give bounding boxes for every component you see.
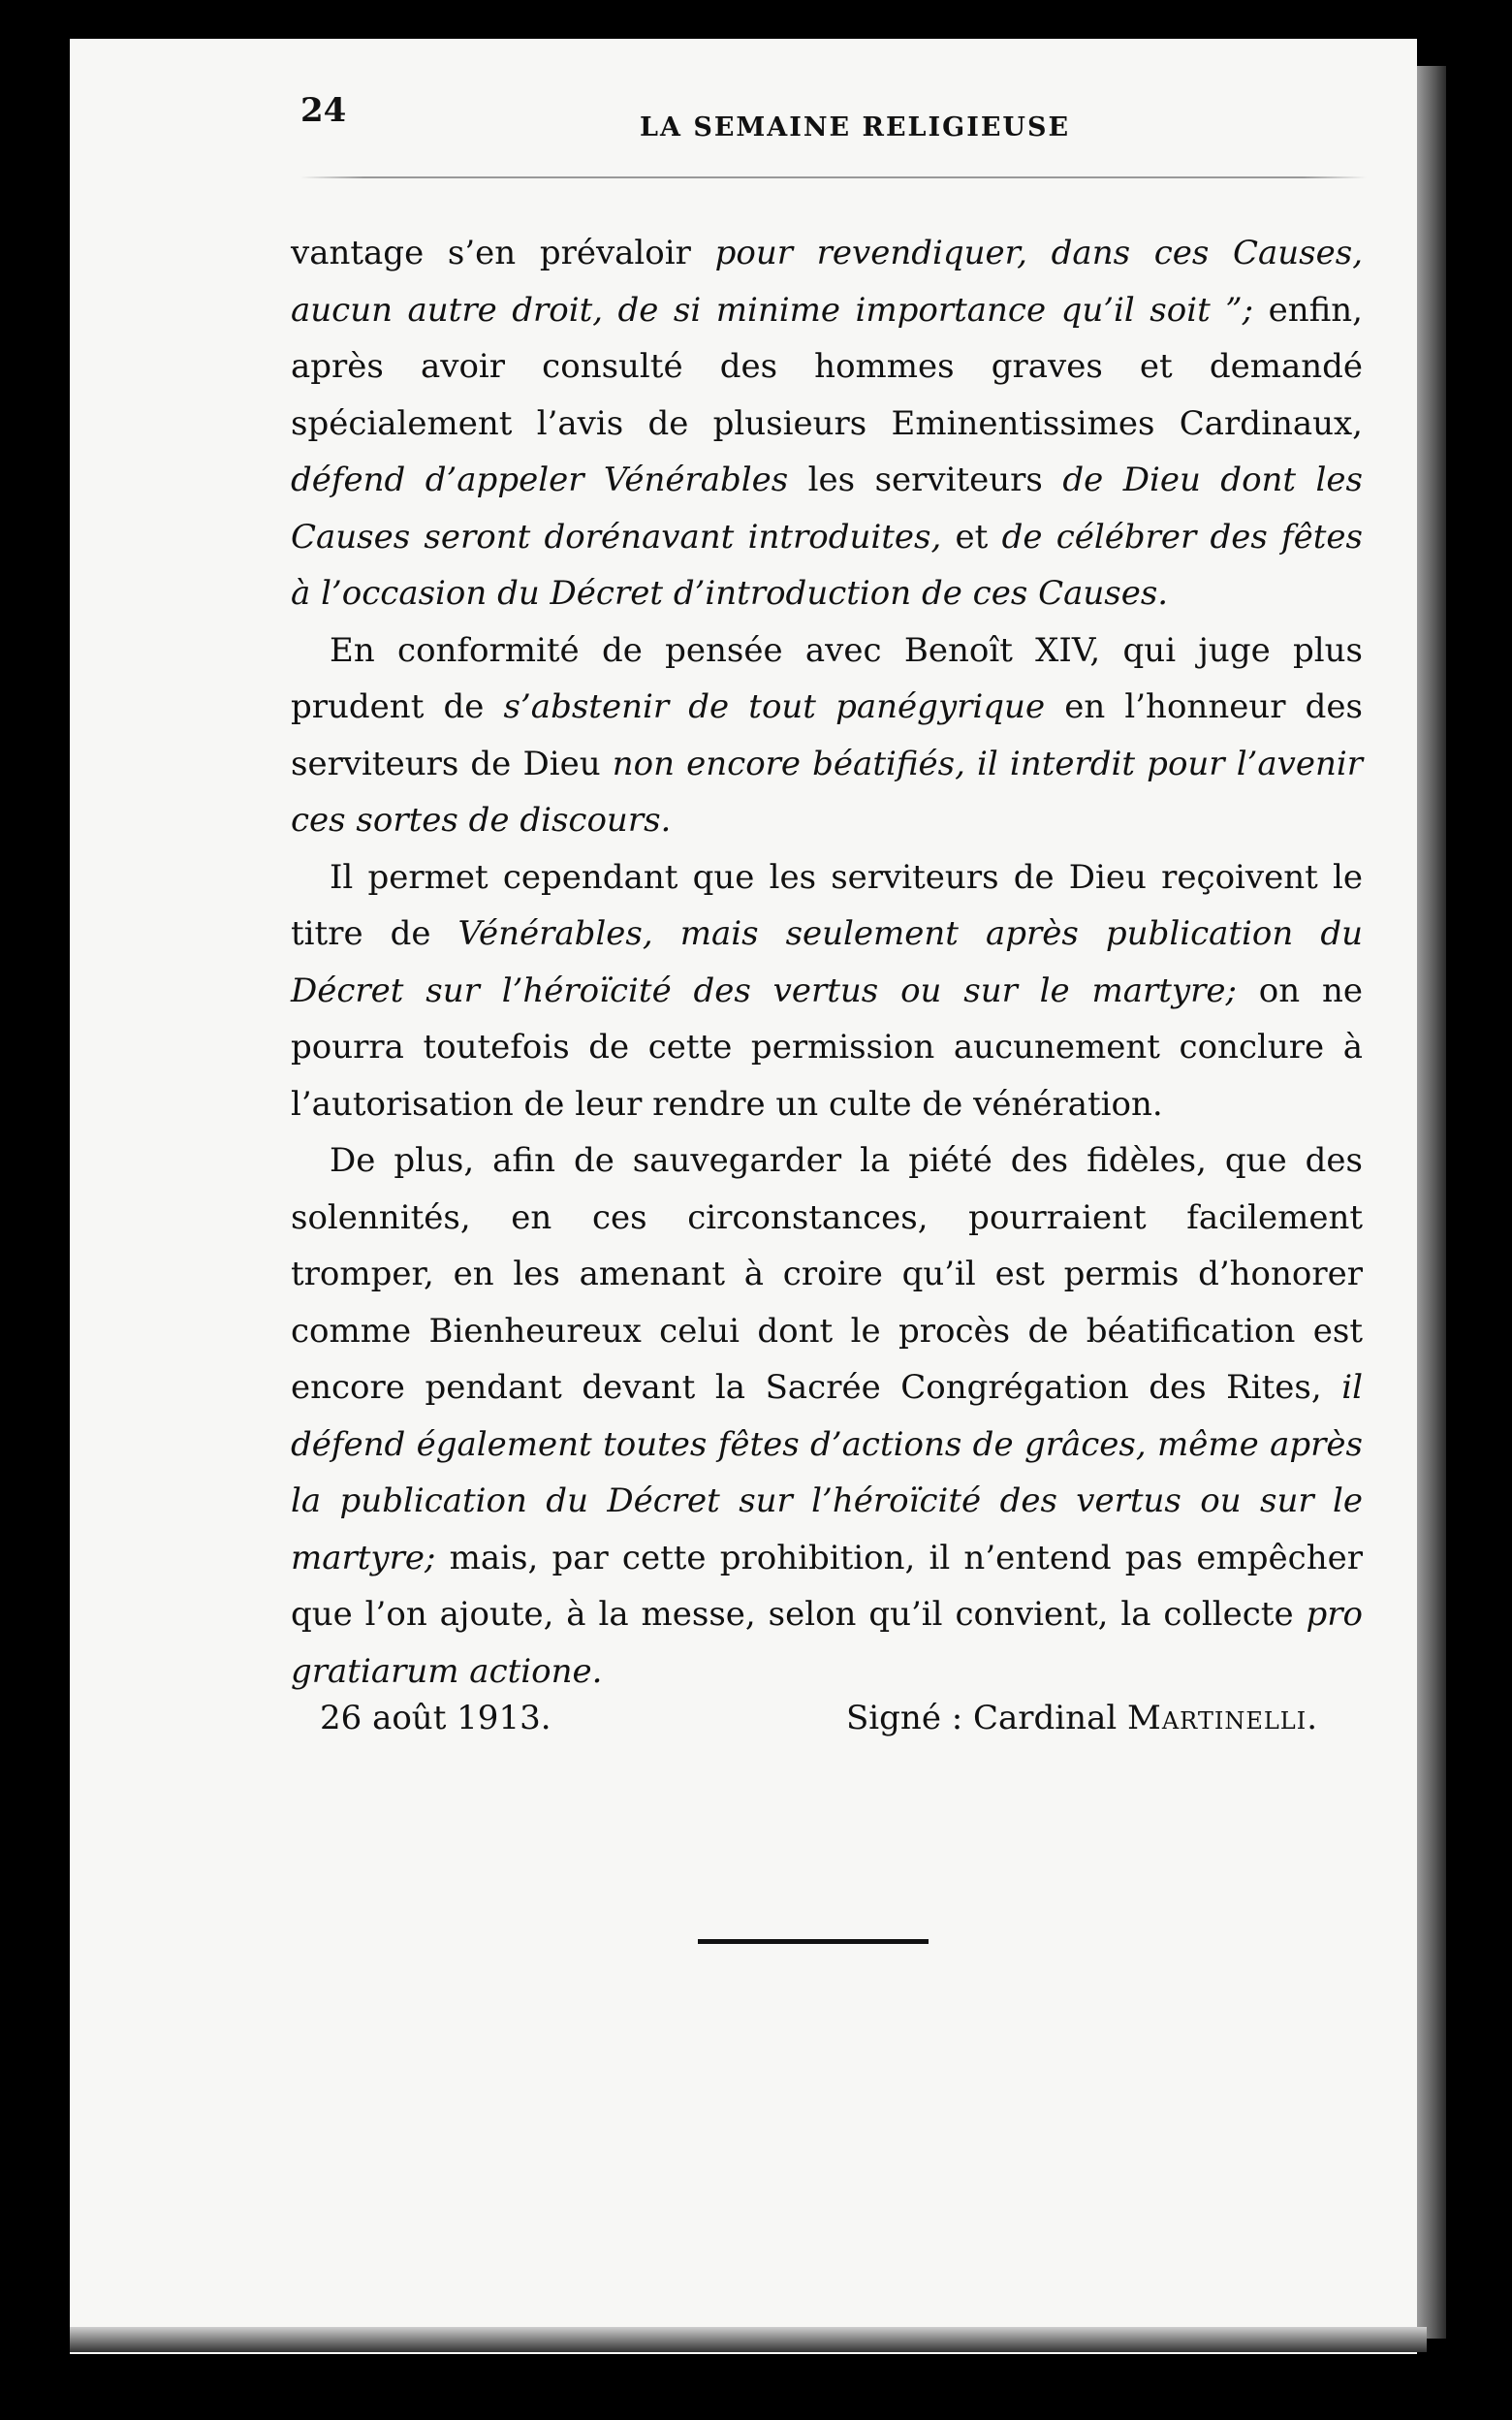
italic-segment: non encore béatifiés, il interdit pour l’avenir ces sortes de discours. [291, 744, 1364, 840]
italic-segment: pro gratiarum actione. [291, 1595, 1363, 1691]
paragraph [291, 849, 1363, 1133]
signature-signed [846, 1699, 1318, 1737]
page-edge [1417, 66, 1446, 2339]
text-segment: on ne pourra toutefois de cette permission aucunement conclure à l’autorisation de leur rendre un culte de vénération. [291, 971, 1363, 1124]
end-divider [698, 1939, 929, 1944]
paragraph [291, 622, 1363, 849]
italic-segment: il défend également toutes fêtes d’actions de grâces, même après la publication du Décret sur l’héroïcité des vertus ou sur le martyre; [291, 1368, 1363, 1577]
italic-segment: pour revendiquer, dans ces Causes, aucun autre droit, de si minime importance qu’il soit ”; [291, 234, 1363, 330]
paragraph [291, 225, 1363, 622]
signature-prefix: Signé : Cardinal [845, 1699, 1128, 1737]
text-segment: enfin, après avoir consulté des hommes graves et demandé spécialement l’avis de plusieurs Eminentissimes Cardinaux, [291, 290, 1363, 443]
italic-segment: s’abstenir de tout panégyrique [503, 687, 1046, 726]
signature-line [320, 1699, 1318, 1757]
text-segment: De plus, afin de sauvegarder la piété des fidèles, que des solennités, en ces circonstances, pourraient facilement tromper, en les amenant à croire qu’il est permis d’honorer comme Bienheureux celui dont le procès de béatification est encore pendant devant la Sacrée Congrégation des Rites, [291, 1141, 1363, 1407]
italic-segment: de célébrer des fêtes à l’occasion du Décret d’introduction de ces Causes. [291, 517, 1363, 613]
text-segment: En conformité de pensée avec Benoît XIV, qui juge plus prudent de [291, 630, 1363, 726]
signature-date: 26 août 1913. [320, 1699, 551, 1737]
text-segment: les serviteurs [788, 461, 1063, 499]
header-divider [300, 176, 1367, 178]
body-text [291, 225, 1363, 1700]
text-segment: vantage s’en prévaloir [291, 234, 715, 272]
text-segment: et [941, 517, 1002, 557]
italic-segment: Vénérables, mais seulement après publication du Décret sur l’héroïcité des vertus ou sur le martyre; [291, 914, 1363, 1010]
page-number: 24 [300, 91, 347, 130]
text-segment: en l’honneur des serviteurs de Dieu [291, 687, 1363, 783]
italic-segment: de Dieu dont les Causes seront dorénavant introduites, [291, 461, 1363, 557]
running-title: LA SEMAINE RELIGIEUSE [640, 112, 1071, 143]
text-segment: mais, par cette prohibition, il n’entend pas empêcher que l’on ajoute, à la messe, selon qu’il convient, la collecte [291, 1538, 1363, 1634]
italic-segment: défend d’appeler Vénérables [291, 461, 789, 499]
page-header [300, 85, 1367, 153]
text-segment: Il permet cependant que les serviteurs de Dieu reçoivent le titre de [291, 857, 1363, 953]
page-bottom-edge [70, 2327, 1427, 2352]
paragraph [291, 1132, 1363, 1700]
signature-name: Martinelli. [1127, 1699, 1318, 1737]
